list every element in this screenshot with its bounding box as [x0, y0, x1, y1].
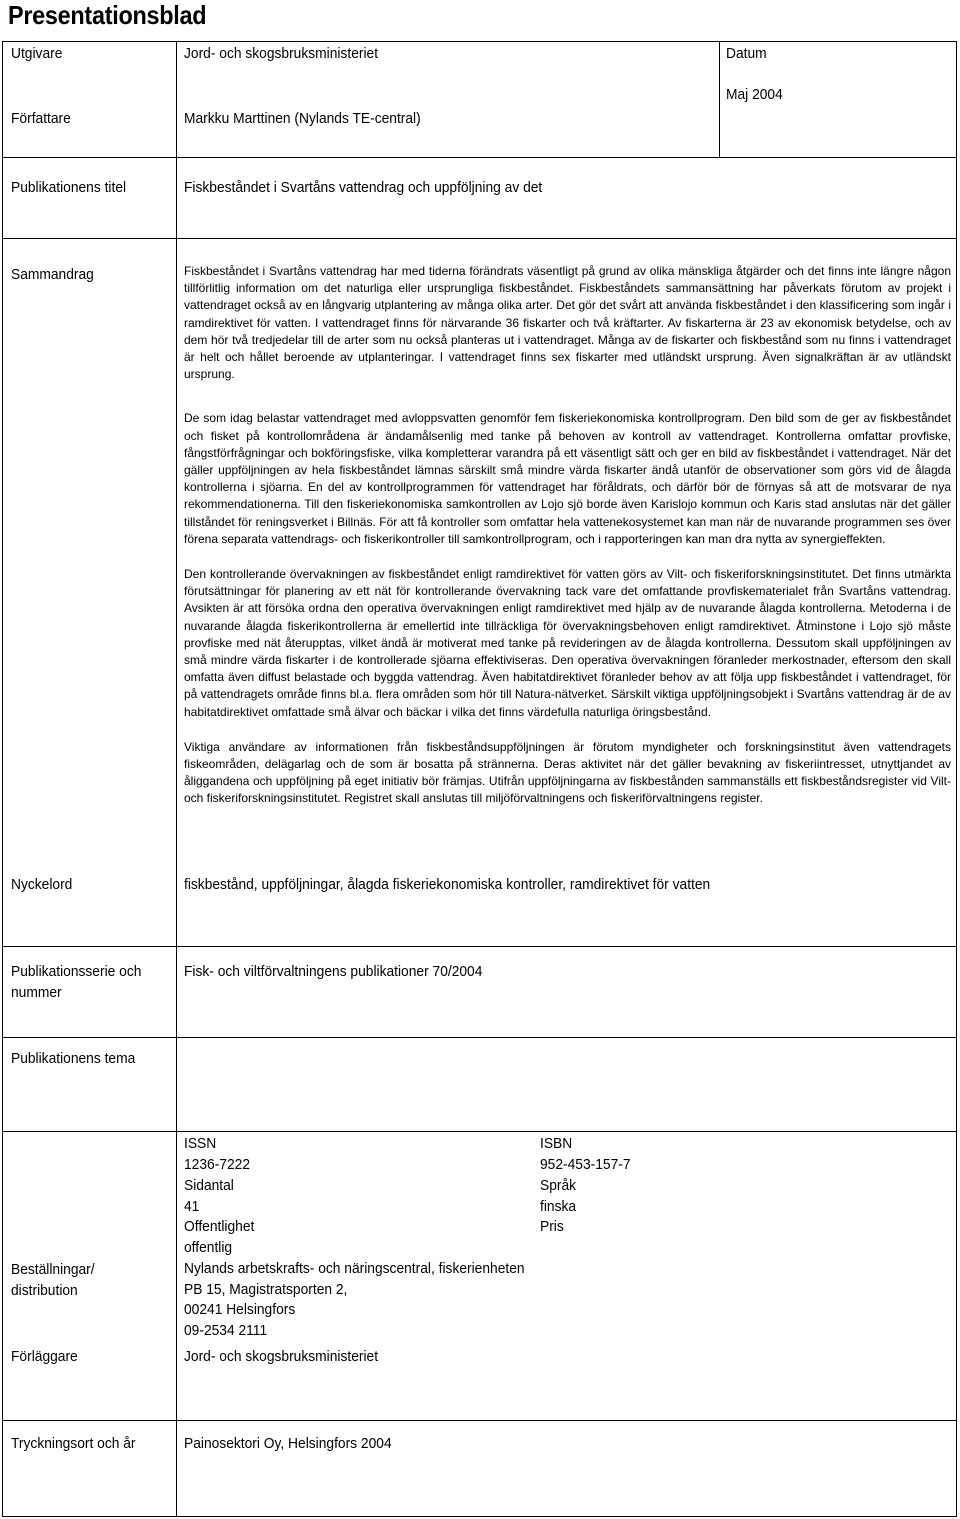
pris-label: Pris — [540, 1218, 564, 1235]
divider — [2, 1420, 957, 1421]
bestallningar-label-line1: Beställningar/ — [11, 1261, 95, 1278]
sammandrag-paragraph-3: Den kontrollerande övervakningen av fiskbeståndet enligt ramdirektivet för vatten görs av Vilt- och fiskeriforskningsinstitutet. Det finns utmärkta förutsättningar för planering av ett nät för kontrollerande övervakning tack vare det omfattande provfiskematerialet från Svartåns vattendrag. Avsikten är att försöka ordna den operativa övervakningen enligt ramdirektivet med hjälp av de nuvarande ålagda kontrollerna. Metoderna i de nuvarande ålagda fiskerikontrollerna är emellertid inte tillräckliga för övervakningsbehoven enligt ramdirektivet. Åtminstone i Lojo sjö måste provfiske med nät återupptas, vilket ändå är motiverat med tanke på revideringen av de ålagda kontrollerna. Dessutom skall uppföljningen av små mindre värda fiskarter i de kontrollerade sjöarna effektiviseras. Den operativa övervakningen föranleder merkostnader, eftersom den skall omfatta även diffust belastade och byggda vattendrag. Även habitatdirektivet föranleder behov av att följa upp fiskbeståndet i vattendraget, för på vattendragets område finns bl.a. flera områden som hör till Natura-nätverket. Särskilt viktiga uppföljningsobjekt i Svartåns vattendrag är de av habitatdirektivet omfattade små älvar och bäckar i vilka det finns värdefulla naturliga öringsbestånd. — [184, 567, 951, 719]
sprak-value: finska — [540, 1198, 577, 1215]
sprak-label: Språk — [540, 1177, 577, 1194]
offentlighet-label: Offentlighet — [184, 1218, 255, 1235]
sammandrag-paragraph-4: Viktiga användare av informationen från fiskbeståndsuppföljningen är förutom myndigheter och forskningsinstitut även vattendragets fiskeområden, delägarlag och de som är bosatta på strännerna. Deras aktivitet när det gäller bevakning av fiskeriintresset, utnyttjandet av åliggandena och uppföljning på eget initiativ bör främjas. Utifrån uppföljningarna av fiskbestånden sammanställs ett fiskbeståndsregister vid Vilt- och fiskeriforskningsinstitutet. Registret skall anslutas till miljöförvaltningens och fiskeriförvaltningens register. — [184, 739, 951, 806]
sammandrag-paragraph-1: Fiskbeståndet i Svartåns vattendrag har med tiderna förändrats väsentligt på grund av olika mänskliga åtgärder och det finns inte längre någon tillförlitlig information om det naturliga eller ursprungliga fiskbeståndet. Fiskbeståndets sammansättning har påverkats förutom av projekt i vattendraget också av en långvarig utplantering av många olika arter. Det gör det svårt att använda fiskbeståndet i den klassificering som ingår i ramdirektivet för vatten. I vattendraget finns för närvarande 36 fiskarter och två kräftarter. Av fiskarterna är 23 av ekonomisk betydelse, och av dem hör två tredjedelar till de arter som nu också planteras ut i vattendraget. Många av de fiskarter och fiskbestånd som nu finns i vattendraget är helt och hållet beroende av utplanteringar. I vattendraget finns sex fiskarter med utländskt ursprung. Även signalkräftan är av utländskt ursprung. — [184, 264, 951, 382]
issn-label: ISSN — [184, 1135, 217, 1152]
utgivare-value: Jord- och skogsbruksministeriet — [184, 45, 379, 62]
forlaggare-value: Jord- och skogsbruksministeriet — [184, 1348, 379, 1365]
titel-label: Publikationens titel — [11, 179, 127, 196]
serie-label-line2: nummer — [11, 984, 62, 1001]
datum-value: Maj 2004 — [726, 86, 783, 103]
tryckningsort-label: Tryckningsort och år — [11, 1435, 136, 1452]
sidantal-label: Sidantal — [184, 1177, 234, 1194]
bestallningar-label-line2: distribution — [11, 1282, 78, 1299]
utgivare-label: Utgivare — [11, 45, 63, 62]
forfattare-value: Markku Marttinen (Nylands TE-central) — [184, 110, 421, 127]
divider — [2, 157, 957, 158]
column-divider — [176, 41, 177, 1517]
datum-label: Datum — [726, 45, 767, 62]
serie-value: Fisk- och viltförvaltningens publikationer 70/2004 — [184, 963, 483, 980]
divider — [2, 946, 957, 947]
page-title: Presentationsblad — [8, 0, 207, 30]
titel-value: Fiskbeståndet i Svartåns vattendrag och uppföljning av det — [184, 179, 543, 196]
serie-label-line1: Publikationsserie och — [11, 963, 142, 980]
sammandrag-text — [184, 263, 951, 808]
issn-value: 1236-7222 — [184, 1156, 250, 1173]
nyckelord-label: Nyckelord — [11, 876, 73, 893]
offentlighet-value: offentlig — [184, 1239, 233, 1256]
tema-label: Publikationens tema — [11, 1050, 136, 1067]
address-line: Nylands arbetskrafts- och näringscentral, fiskerienheten — [184, 1260, 525, 1277]
forfattare-label: Författare — [11, 110, 71, 127]
sammandrag-label: Sammandrag — [11, 266, 94, 283]
address-line: 09-2534 2111 — [184, 1322, 268, 1339]
nyckelord-value: fiskbestånd, uppföljningar, ålagda fiskeriekonomiska kontroller, ramdirektivet för vatten — [184, 876, 711, 893]
sammandrag-paragraph-2: De som idag belastar vattendraget med avloppsvatten genomför fem fiskeriekonomiska kontrollprogram. Den bild som de ger av fiskbeståndet och fisket på kontrollområdena är ändamålsenlig med tanke på behoven av kontroll av vattendraget. Kontrollerna omfattar provfiske, fångstförfrågningar och bokföringsfiske, vilka kompletterar varandra på ett väsentligt sätt och ger en bild av fiskbeståndet i vattendraget. När det gäller uppföljningen av hela fiskbeståndet lämnas särskilt små mindre värda fiskarter ändå utanför de observationer som görs vid de ålagda kontrollerna i sjöarna. En del av kontrollprogrammen för vattendraget har föråldrats, och därför bör de förnyas så att de motsvarar de nya rekommendationerna. Till den fiskeriekonomiska samkontrollen av Lojo sjö borde även Karislojo kommun och Karis stad anslutas när det gäller tillståndet för reningsverket i Billnäs. För att få kontroller som omfattar hela vattenekosystemet kan man när de nuvarande programmen ses över förena separata vattendrags- och fiskerikontroller till samkontrollprogram, och i rapporteringen kan man dra nytta av synergieffekten. — [184, 411, 951, 546]
column-divider — [719, 41, 720, 157]
isbn-label: ISBN — [540, 1135, 573, 1152]
sidantal-value: 41 — [184, 1198, 200, 1215]
divider — [2, 238, 957, 239]
forlaggare-label: Förläggare — [11, 1348, 78, 1365]
tryckningsort-value: Painosektori Oy, Helsingfors 2004 — [184, 1435, 392, 1452]
isbn-value: 952-453-157-7 — [540, 1156, 631, 1173]
address-line: PB 15, Magistratsporten 2, — [184, 1281, 348, 1298]
address-line: 00241 Helsingfors — [184, 1301, 296, 1318]
divider — [2, 1037, 957, 1038]
divider — [2, 1131, 957, 1132]
